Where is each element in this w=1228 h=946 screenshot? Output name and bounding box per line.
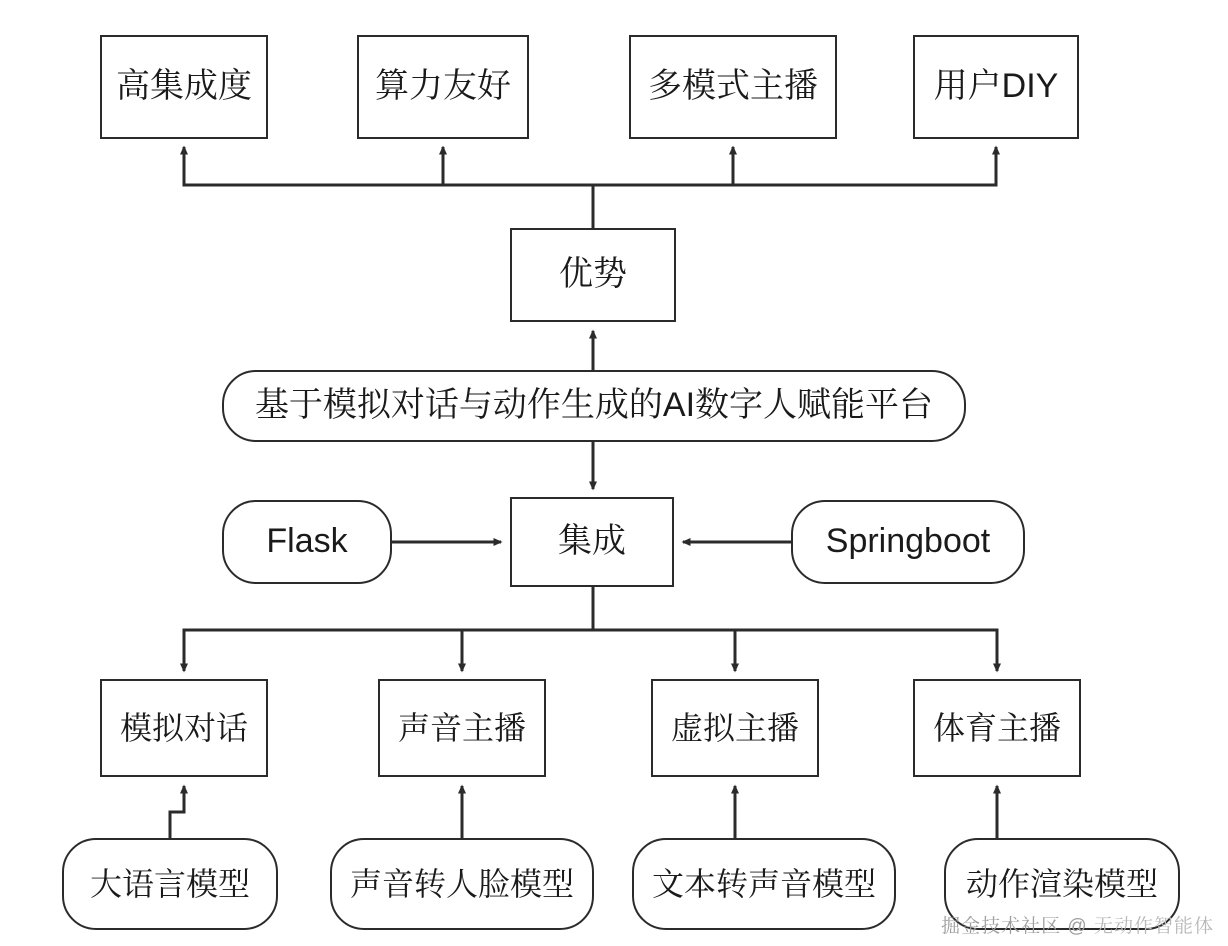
- node-label-advantage: 优势: [559, 255, 627, 294]
- node-v2f: [330, 838, 594, 930]
- node-adv3: [629, 35, 837, 139]
- node-label-springboot: Springboot: [825, 522, 991, 561]
- node-label-adv2: 算力友好: [375, 67, 511, 106]
- node-label-voice: 声音主播: [397, 709, 526, 746]
- node-label-adv3: 多模式主播: [648, 67, 818, 106]
- node-label-motion: 动作渲染模型: [965, 865, 1158, 902]
- node-virtual: [651, 679, 819, 777]
- watermark: [941, 911, 1214, 938]
- edge-integrate-to-voice: [462, 630, 593, 671]
- edge-advantage-to-adv3: [593, 147, 733, 185]
- node-label-platform: 基于模拟对话与动作生成的AI数字人赋能平台: [254, 386, 934, 425]
- node-label-adv1: 高集成度: [116, 67, 252, 106]
- watermark-prefix: 掘金技术社区 @: [941, 916, 1094, 937]
- edge-advantage-to-adv1: [184, 147, 593, 228]
- watermark-brand: 无动作智能体: [1093, 916, 1214, 937]
- node-sim: [100, 679, 268, 777]
- edge-integrate-to-sports: [593, 630, 997, 671]
- node-label-v2f: 声音转人脸模型: [349, 865, 574, 902]
- node-label-sports: 体育主播: [932, 709, 1061, 746]
- node-llm: [62, 838, 278, 930]
- node-platform: [222, 370, 966, 442]
- node-label-flask: Flask: [266, 522, 348, 561]
- node-label-adv4: 用户DIY: [933, 67, 1059, 106]
- node-t2v: [632, 838, 896, 930]
- node-voice: [378, 679, 546, 777]
- edge-advantage-to-adv4: [593, 147, 996, 185]
- node-adv2: [357, 35, 529, 139]
- node-springboot: [791, 500, 1025, 584]
- node-advantage: [510, 228, 676, 322]
- node-flask: [222, 500, 392, 584]
- node-label-virtual: 虚拟主播: [670, 709, 799, 746]
- node-integrate: [510, 497, 674, 587]
- node-label-llm: 大语言模型: [89, 865, 250, 902]
- edge-integrate-to-virtual: [593, 630, 735, 671]
- edge-llm-to-sim: [170, 786, 184, 838]
- node-sports: [913, 679, 1081, 777]
- edge-advantage-to-adv2: [443, 147, 593, 185]
- node-adv4: [913, 35, 1079, 139]
- node-label-t2v: 文本转声音模型: [651, 865, 876, 902]
- node-adv1: [100, 35, 268, 139]
- node-label-integrate: 集成: [558, 522, 626, 561]
- node-label-sim: 模拟对话: [119, 709, 248, 746]
